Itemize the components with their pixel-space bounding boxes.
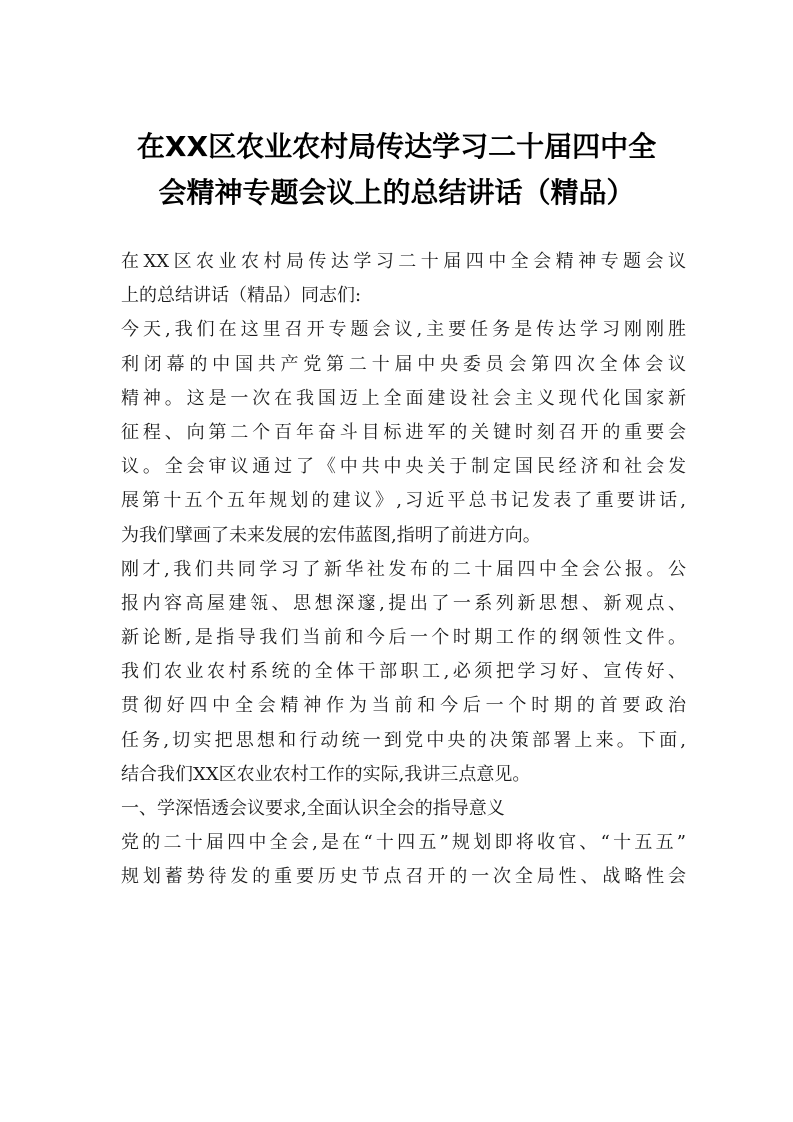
body-line: 征程、向第二个百年奋斗目标进军的关键时刻召开的重要会 bbox=[121, 421, 686, 443]
body-line: 为我们擘画了未来发展的宏伟蓝图,指明了前进方向。 bbox=[121, 524, 541, 546]
body-line: 党的二十届四中全会,是在“十四五”规划即将收官、“十五五” bbox=[121, 832, 686, 854]
body-line: 展第十五个五年规划的建议》,习近平总书记发表了重要讲话, bbox=[121, 490, 686, 512]
body-line: 报内容高屋建瓴、思想深邃,提出了一系列新思想、新观点、 bbox=[121, 592, 686, 614]
body-line: 贯彻好四中全会精神作为当前和今后一个时期的首要政治 bbox=[121, 695, 686, 717]
document-body bbox=[121, 245, 686, 895]
title-line-1: 在XX区农业农村局传达学习二十届四中全 bbox=[136, 130, 657, 163]
body-line: 结合我们XX区农业农村工作的实际,我讲三点意见。 bbox=[121, 763, 531, 785]
body-line: 刚才,我们共同学习了新华社发布的二十届四中全会公报。公 bbox=[121, 558, 686, 580]
body-line: 议。全会审议通过了《中共中央关于制定国民经济和社会发 bbox=[121, 456, 686, 478]
body-line: 上的总结讲话（精品）同志们: bbox=[121, 285, 362, 307]
body-line: 我们农业农村系统的全体干部职工,必须把学习好、宣传好、 bbox=[121, 661, 686, 683]
body-line: 在XX区农业农村局传达学习二十届四中全会精神专题会议 bbox=[121, 251, 686, 272]
body-line: 利闭幕的中国共产党第二十届中央委员会第四次全体会议 bbox=[121, 353, 686, 375]
body-line: 精神。这是一次在我国迈上全面建设社会主义现代化国家新 bbox=[121, 387, 686, 409]
document-title bbox=[90, 124, 703, 216]
section-heading: 一、学深悟透会议要求,全面认识全会的指导意义 bbox=[121, 798, 505, 819]
title-line-2: 会精神专题会议上的总结讲话（精品） bbox=[158, 176, 635, 209]
body-line: 规划蓄势待发的重要历史节点召开的一次全局性、战略性会 bbox=[121, 866, 686, 888]
body-line: 今天,我们在这里召开专题会议,主要任务是传达学习刚刚胜 bbox=[121, 319, 686, 341]
body-line: 新论断,是指导我们当前和今后一个时期工作的纲领性文件。 bbox=[121, 627, 686, 649]
body-line: 任务,切实把思想和行动统一到党中央的决策部署上来。下面, bbox=[121, 729, 686, 751]
